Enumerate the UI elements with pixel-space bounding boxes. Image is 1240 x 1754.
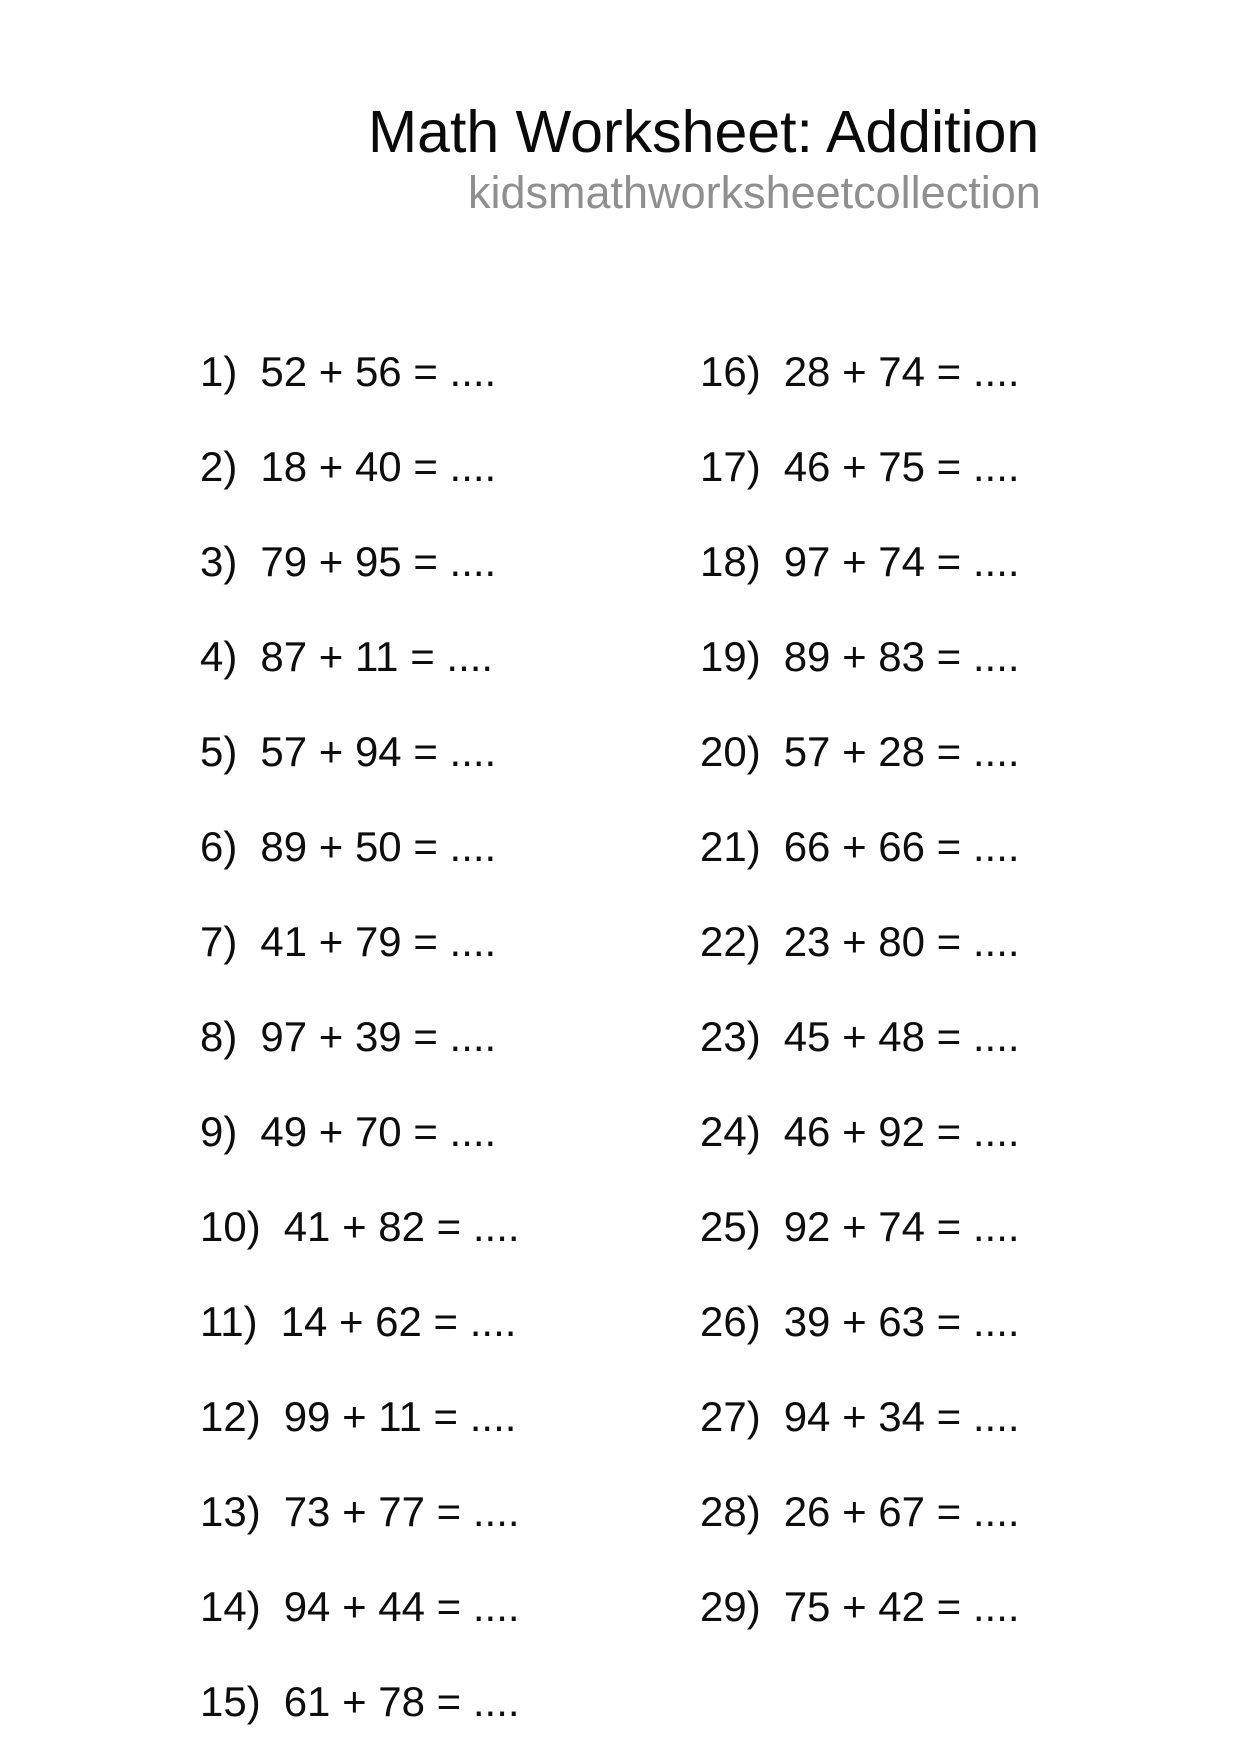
problem-expression: 97 + 39 = .... (260, 1013, 497, 1060)
problem-number: 29) (700, 1583, 761, 1630)
problem-number: 6) (200, 823, 238, 870)
problem-row (700, 825, 1020, 920)
problem-number: 26) (700, 1298, 761, 1345)
problem-number: 3) (200, 538, 238, 585)
problem-row (200, 1490, 520, 1585)
problem-row (700, 1395, 1020, 1490)
problem-number: 7) (200, 918, 238, 965)
problem-number: 9) (200, 1108, 238, 1155)
problem-row (200, 635, 520, 730)
problem-expression: 49 + 70 = .... (260, 1108, 497, 1155)
problem-row (200, 1395, 520, 1490)
problem-row (200, 350, 520, 445)
problem-number: 20) (700, 728, 761, 775)
problem-number: 1) (200, 348, 238, 395)
problem-row (700, 1015, 1020, 1110)
problems-column-right (700, 350, 1020, 1680)
problem-expression: 94 + 34 = .... (783, 1393, 1020, 1440)
problem-expression: 87 + 11 = .... (260, 633, 494, 680)
problem-number: 19) (700, 633, 761, 680)
problem-row (200, 445, 520, 540)
page-subtitle: kidsmathworksheetcollection (468, 167, 1041, 218)
problem-row (700, 1205, 1020, 1300)
problem-expression: 97 + 74 = .... (783, 538, 1020, 585)
problem-expression: 26 + 67 = .... (783, 1488, 1020, 1535)
problem-expression: 89 + 50 = .... (260, 823, 497, 870)
problem-number: 11) (200, 1298, 258, 1345)
problem-expression: 46 + 92 = .... (783, 1108, 1020, 1155)
problem-row (700, 540, 1020, 635)
problem-number: 2) (200, 443, 238, 490)
problem-expression: 46 + 75 = .... (783, 443, 1020, 490)
problem-number: 27) (700, 1393, 761, 1440)
problem-row (200, 1680, 520, 1754)
problem-expression: 28 + 74 = .... (783, 348, 1020, 395)
problem-expression: 75 + 42 = .... (783, 1583, 1020, 1630)
problem-number: 8) (200, 1013, 238, 1060)
problem-row (200, 825, 520, 920)
problem-number: 21) (700, 823, 761, 870)
problem-expression: 39 + 63 = .... (783, 1298, 1020, 1345)
problem-expression: 99 + 11 = .... (283, 1393, 517, 1440)
problem-row (200, 1585, 520, 1680)
problem-expression: 79 + 95 = .... (260, 538, 497, 585)
problem-expression: 57 + 28 = .... (783, 728, 1020, 775)
problem-row (200, 1205, 520, 1300)
problem-row (200, 1300, 520, 1395)
problem-expression: 52 + 56 = .... (260, 348, 497, 395)
problem-number: 16) (700, 348, 761, 395)
problem-row (200, 730, 520, 825)
problem-number: 25) (700, 1203, 761, 1250)
problems-column-left (200, 350, 520, 1754)
problem-expression: 14 + 62 = .... (280, 1298, 517, 1345)
problem-expression: 23 + 80 = .... (783, 918, 1020, 965)
problem-expression: 41 + 79 = .... (260, 918, 497, 965)
problem-expression: 73 + 77 = .... (283, 1488, 520, 1535)
problem-number: 17) (700, 443, 761, 490)
problem-row (700, 1300, 1020, 1395)
problem-row (700, 730, 1020, 825)
problem-number: 14) (200, 1583, 261, 1630)
problem-number: 18) (700, 538, 761, 585)
problem-row (700, 350, 1020, 445)
problem-row (200, 1110, 520, 1205)
problem-number: 12) (200, 1393, 261, 1440)
problem-number: 10) (200, 1203, 261, 1250)
problem-expression: 57 + 94 = .... (260, 728, 497, 775)
problem-expression: 94 + 44 = .... (283, 1583, 520, 1630)
problem-expression: 92 + 74 = .... (783, 1203, 1020, 1250)
problem-expression: 45 + 48 = .... (783, 1013, 1020, 1060)
problem-row (700, 1110, 1020, 1205)
problem-number: 22) (700, 918, 761, 965)
problem-row (200, 920, 520, 1015)
problem-expression: 18 + 40 = .... (260, 443, 497, 490)
problem-row (700, 1490, 1020, 1585)
problem-row (200, 1015, 520, 1110)
problem-number: 24) (700, 1108, 761, 1155)
problem-number: 23) (700, 1013, 761, 1060)
problem-number: 28) (700, 1488, 761, 1535)
problem-row (200, 540, 520, 635)
problem-row (700, 635, 1020, 730)
problem-expression: 66 + 66 = .... (783, 823, 1020, 870)
problem-row (700, 1585, 1020, 1680)
problem-expression: 89 + 83 = .... (783, 633, 1020, 680)
problem-expression: 41 + 82 = .... (283, 1203, 520, 1250)
problem-number: 4) (200, 633, 238, 680)
problem-row (700, 445, 1020, 540)
problem-number: 5) (200, 728, 238, 775)
problem-expression: 61 + 78 = .... (283, 1678, 520, 1725)
problem-number: 15) (200, 1678, 261, 1725)
problem-row (700, 920, 1020, 1015)
page-title: Math Worksheet: Addition (368, 99, 1040, 165)
problem-number: 13) (200, 1488, 261, 1535)
